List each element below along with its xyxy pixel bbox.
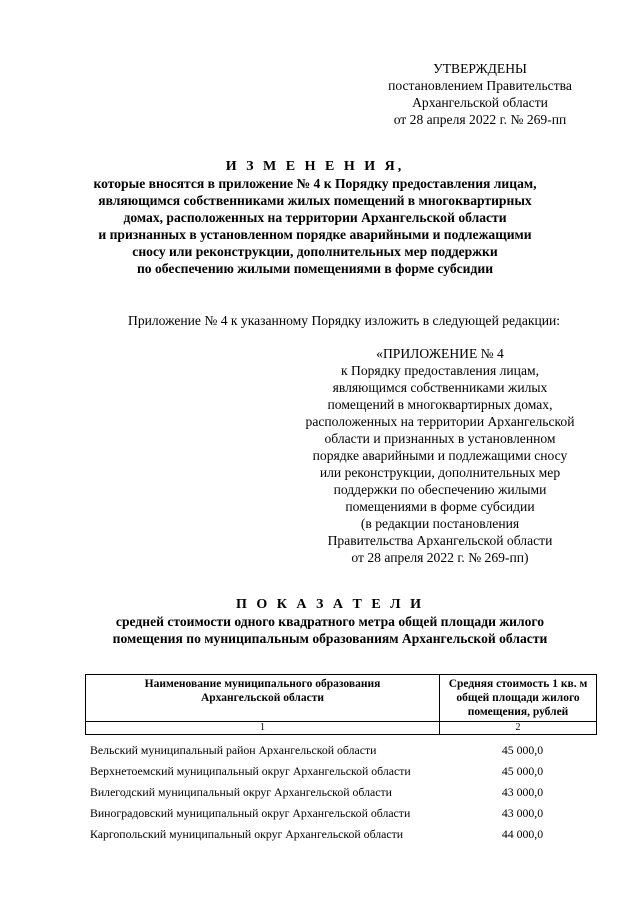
header-text: Средняя стоимость 1 кв. м [448,678,588,690]
appendix-line: являющимся собственниками жилых [332,380,548,395]
cost-value: 44 000,0 [501,827,544,841]
appendix-line: помещениями в форме субсидии [345,499,535,514]
changes-line: домах, расположенных на территории Архангельской области [123,210,507,225]
cost-value: 45 000,0 [501,764,544,778]
changes-heading: И З М Е Н Е Н И Я, [225,159,405,174]
changes-line: по обеспечению жилыми помещениями в форме субсидии [136,261,494,276]
appendix-line: к Порядку предоставления лицам, [341,363,539,378]
indicators-heading: П О К А З А Т Е Л И [235,597,425,612]
appendix-line: Правительства Архангельской области [327,533,553,548]
municipality-name: Каргопольский муниципальный округ Архангельской области [90,827,404,841]
changes-line: и признанных в установленном порядке аварийными и подлежащими [98,227,532,242]
changes-line: которые вносятся в приложение № 4 к Порядку предоставления лицам, [93,176,537,191]
changes-line: являющимся собственниками жилых помещений в многоквартирных [98,193,532,208]
appendix-line: помещений в многоквартирных домах, [327,397,553,412]
appendix-line: поддержки по обеспечению жилыми [333,482,547,497]
cost-value: 45 000,0 [501,743,544,757]
indicators-line: средней стоимости одного квадратного метра общей площади жилого [115,614,545,629]
changes-title [80,158,550,277]
appendix-line: «ПРИЛОЖЕНИЕ № 4 [376,346,504,361]
appendix-block [285,345,595,566]
cost-value: 43 000,0 [501,785,544,799]
column-number: 1 [86,722,440,735]
header-text: общей площади жилого [456,692,580,704]
indicators-line: помещения по муниципальным образованиям Архангельской области [112,631,548,646]
header-text: Наименование муниципального образования [144,678,381,690]
appendix-line: от 28 апреля 2022 г. № 269-пп) [351,550,529,565]
cost-table-header [85,674,597,735]
municipality-name: Верхнетоемский муниципальный округ Архангельской области [90,764,411,778]
approval-line: постановлением Правительства [388,78,572,93]
approval-line: от 28 апреля 2022 г. № 269-пп [393,112,567,127]
appendix-line: области и признанных в установленном [324,431,556,446]
header-text: помещения, рублей [467,706,569,718]
municipality-name: Виноградовский муниципальный округ Архангельской области [90,806,411,820]
table-row [90,803,600,824]
cost-table-rows [90,740,600,845]
appendix-line: расположенных на территории Архангельской [305,414,575,429]
indicators-title [70,596,590,647]
appendix-line: или реконструкции, дополнительных мер [319,465,561,480]
appendix-line: (в редакции постановления [360,516,520,531]
table-row [90,761,600,782]
approval-stamp [360,60,600,128]
column-number: 2 [440,722,597,735]
municipality-name: Вельский муниципальный район Архангельской области [90,743,377,757]
table-row [90,740,600,761]
column-header-municipality [86,675,440,722]
appendix-line: порядке аварийными и подлежащими сносу [312,448,568,463]
municipality-name: Вилегодский муниципальный округ Архангельской области [90,785,392,799]
header-text: Архангельской области [200,692,324,704]
intro-paragraph: Приложение № 4 к указанному Порядку изложить в следующей редакции: [128,313,561,328]
header-table [85,674,597,735]
table-row [90,782,600,803]
column-header-cost [440,675,597,722]
table-row [90,824,600,845]
approval-line: Архангельской области [412,95,548,110]
changes-line: сносу или реконструкции, дополнительных мер поддержки [132,244,498,259]
cost-value: 43 000,0 [501,806,544,820]
approval-line: УТВЕРЖДЕНЫ [433,61,527,76]
